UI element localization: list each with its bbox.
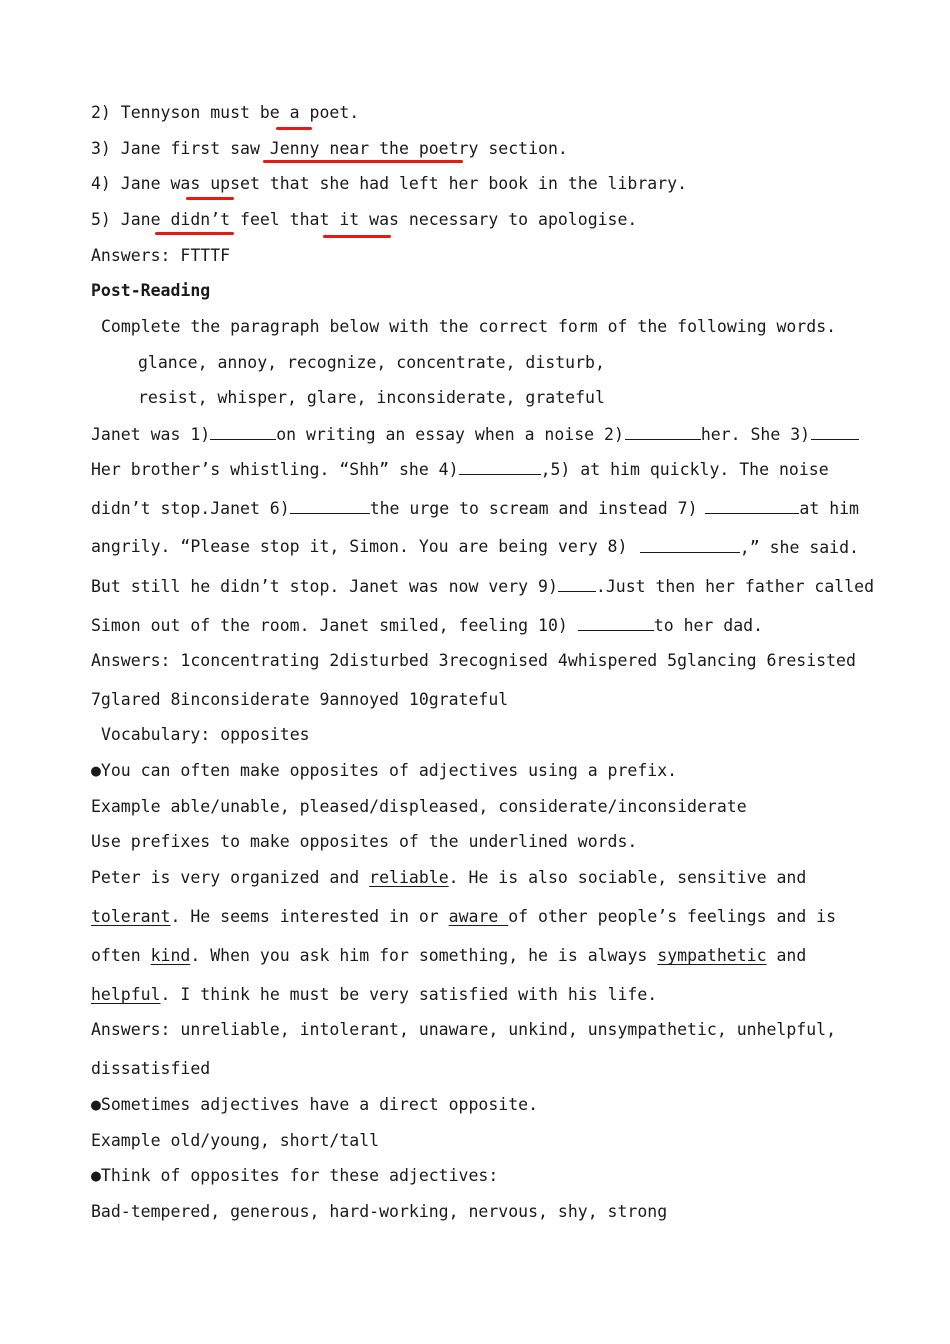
vocab-bullet-2: ●Sometimes adjectives have a direct opposite. [91, 1095, 539, 1114]
blank-1 [210, 424, 276, 440]
underlined-word: kind [150, 946, 191, 965]
red-underline-mark [323, 235, 391, 238]
vocab-bullet-3: ●Think of opposites for these adjectives: [91, 1166, 499, 1185]
paragraph-line: Janet was 1) on writing an essay when a noise 2) her. She 3) [91, 424, 859, 445]
blank-4 [459, 459, 541, 475]
blank-9 [558, 576, 596, 592]
tf-item-3: 3) Jane first saw Jenny near the poetry section. [91, 139, 568, 158]
red-underline-mark [276, 127, 312, 130]
blank-10 [578, 615, 654, 631]
vocab-bullet-1: ●You can often make opposites of adjectives using a prefix. [91, 761, 678, 780]
paragraph-line: Her brother’s whistling. “Shh” she 4) ,5) at him quickly. The noise [91, 460, 829, 479]
underlined-word: reliable [369, 868, 449, 887]
post-reading-heading: Post-Reading [91, 281, 211, 300]
blank-3 [811, 424, 859, 440]
word-bank-line-1: glance, annoy, recognize, concentrate, disturb, [138, 353, 605, 372]
post-reading-answers-1: Answers: 1concentrating 2disturbed 3recognised 4whispered 5glancing 6resisted [91, 651, 856, 670]
underlined-word: sympathetic [657, 946, 767, 965]
tf-answers: Answers: FTTTF [91, 246, 231, 265]
vocab-heading: Vocabulary: opposites [101, 725, 310, 744]
vocab-adjectives: Bad-tempered, generous, hard-working, nervous, shy, strong [91, 1202, 668, 1221]
tf-item-4: 4) Jane was upset that she had left her book in the library. [91, 174, 688, 193]
underlined-word: tolerant [91, 907, 171, 926]
blank-6 [290, 498, 370, 514]
vocab-instruction: Use prefixes to make opposites of the underlined words. [91, 832, 638, 851]
blank-8 [640, 537, 740, 553]
vocab-paragraph-line: often kind. When you ask him for something, he is always sympathetic and [91, 946, 807, 965]
paragraph-line: didn’t stop.Janet 6) the urge to scream and instead 7) at him [91, 499, 859, 518]
blank-7 [705, 498, 799, 514]
blank-2 [625, 424, 701, 440]
tf-item-5: 5) Jane didn’t feel that it was necessary to apologise. [91, 210, 638, 229]
red-underline-mark [155, 232, 234, 235]
paragraph-line: angrily. “Please stop it, Simon. You are being very 8) ,” she said. [91, 537, 859, 557]
vocab-paragraph-line: Peter is very organized and reliable. He is also sociable, sensitive and [91, 868, 807, 887]
vocab-answers-1: Answers: unreliable, intolerant, unaware, unkind, unsympathetic, unhelpful, [91, 1020, 837, 1039]
paragraph-line: But still he didn’t stop. Janet was now very 9) .Just then her father called [91, 577, 875, 596]
post-reading-instruction: Complete the paragraph below with the correct form of the following words. [101, 317, 837, 336]
vocab-example-1: Example able/unable, pleased/displeased, considerate/inconsiderate [91, 797, 747, 816]
tf-item-2: 2) Tennyson must be a poet. [91, 103, 360, 122]
underlined-word: helpful [91, 985, 161, 1004]
vocab-paragraph-line: tolerant. He seems interested in or aware of other people’s feelings and is [91, 907, 837, 926]
red-underline-mark [263, 160, 463, 163]
paragraph-line: Simon out of the room. Janet smiled, feeling 10) to her dad. [91, 616, 764, 635]
red-underline-mark [186, 197, 234, 200]
vocab-answers-2: dissatisfied [91, 1059, 211, 1078]
word-bank-line-2: resist, whisper, glare, inconsiderate, grateful [138, 388, 605, 407]
post-reading-answers-2: 7glared 8inconsiderate 9annoyed 10grateful [91, 690, 509, 709]
underlined-word: aware [448, 907, 509, 926]
vocab-paragraph-line: helpful. I think he must be very satisfied with his life. [91, 985, 658, 1004]
vocab-example-2: Example old/young, short/tall [91, 1131, 380, 1150]
